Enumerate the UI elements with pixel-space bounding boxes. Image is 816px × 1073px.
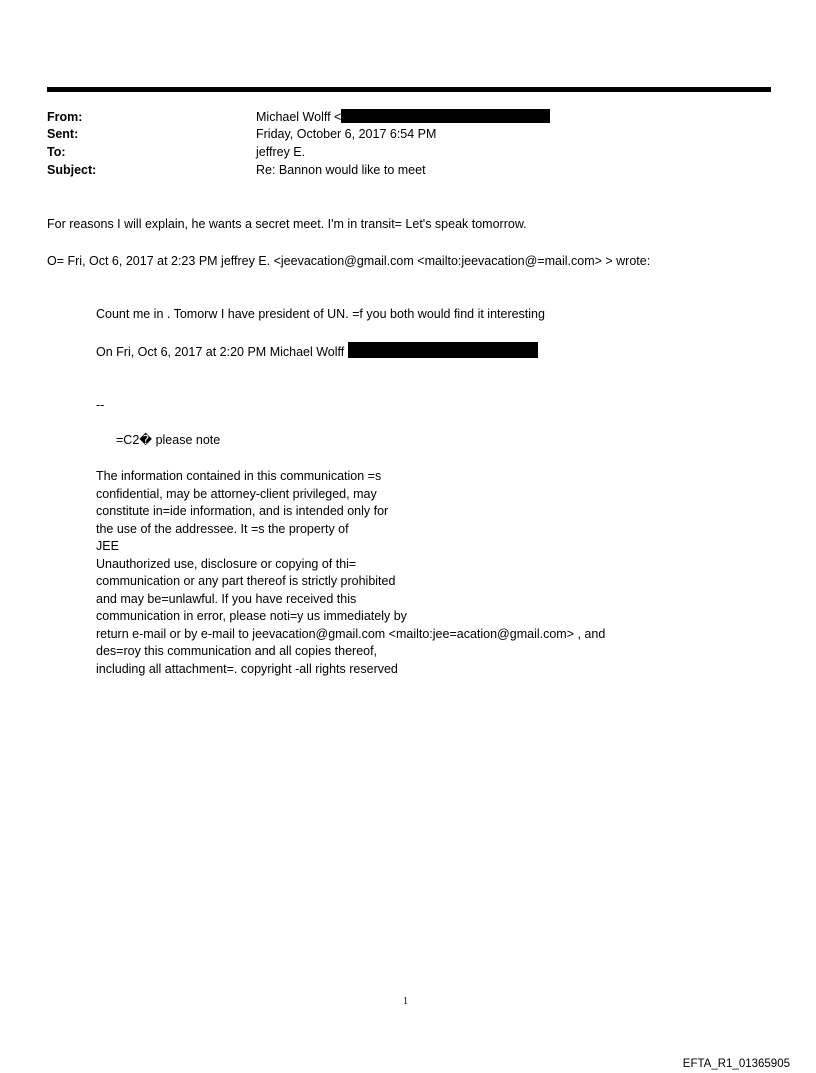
please-note: =C2� please note: [116, 433, 221, 447]
notice-line: des=roy this communication and all copies thereof,: [96, 644, 378, 658]
from-value: [256, 109, 550, 125]
document-id: EFTA_R1_01365905: [682, 1058, 790, 1070]
sent-label: Sent:: [47, 127, 79, 141]
quote-line-2: [96, 342, 538, 360]
notice-line: The information contained in this communication =s: [96, 469, 382, 483]
notice-line: the use of the addressee. It =s the property of: [96, 521, 349, 536]
sent-value: Friday, October 6, 2017 6:54 PM: [256, 127, 437, 141]
notice-line: and may be=unlawful. If you have received this: [96, 591, 357, 606]
subject-label: Subject:: [47, 163, 97, 177]
redaction-box: [341, 109, 550, 123]
header-rule: [47, 87, 771, 92]
notice-line: constitute in=ide information, and is intended only for: [96, 504, 389, 518]
redaction-box: [348, 342, 538, 358]
signature-dashes: --: [96, 398, 105, 412]
page-number: 1: [403, 996, 408, 1007]
from-name: Michael Wolff <: [256, 110, 342, 124]
subject-value: Re: Bannon would like to meet: [256, 163, 426, 177]
notice-line: return e-mail or by e-mail to jeevacation@gmail.com <mailto:jee=acation@gmail.com> , and: [96, 626, 606, 641]
quote-line-1: Count me in . Tomorw I have president of UN. =f you both would find it interesting: [96, 307, 545, 321]
quote-attribution: On Fri, Oct 6, 2017 at 2:20 PM Michael Wolff: [96, 345, 345, 359]
from-label: From:: [47, 110, 83, 124]
to-label: To:: [47, 145, 66, 159]
body-line-2: O= Fri, Oct 6, 2017 at 2:23 PM jeffrey E. <jeevacation@gmail.com <mailto:jeevacation@=mail.com> > wrote:: [47, 254, 651, 268]
notice-line: including all attachment=. copyright -all rights reserved: [96, 661, 398, 676]
notice-line: Unauthorized use, disclosure or copying of thi=: [96, 556, 357, 571]
notice-line: confidential, may be attorney-client privileged, may: [96, 486, 377, 501]
body-line-1: For reasons I will explain, he wants a secret meet. I'm in transit= Let's speak tomorrow.: [47, 217, 527, 231]
notice-line: communication in error, please noti=y us immediately by: [96, 609, 407, 623]
confidentiality-notice: [96, 468, 605, 678]
to-value: jeffrey E.: [256, 145, 306, 159]
notice-line: JEE: [96, 539, 119, 553]
notice-line: communication or any part thereof is strictly prohibited: [96, 574, 396, 588]
